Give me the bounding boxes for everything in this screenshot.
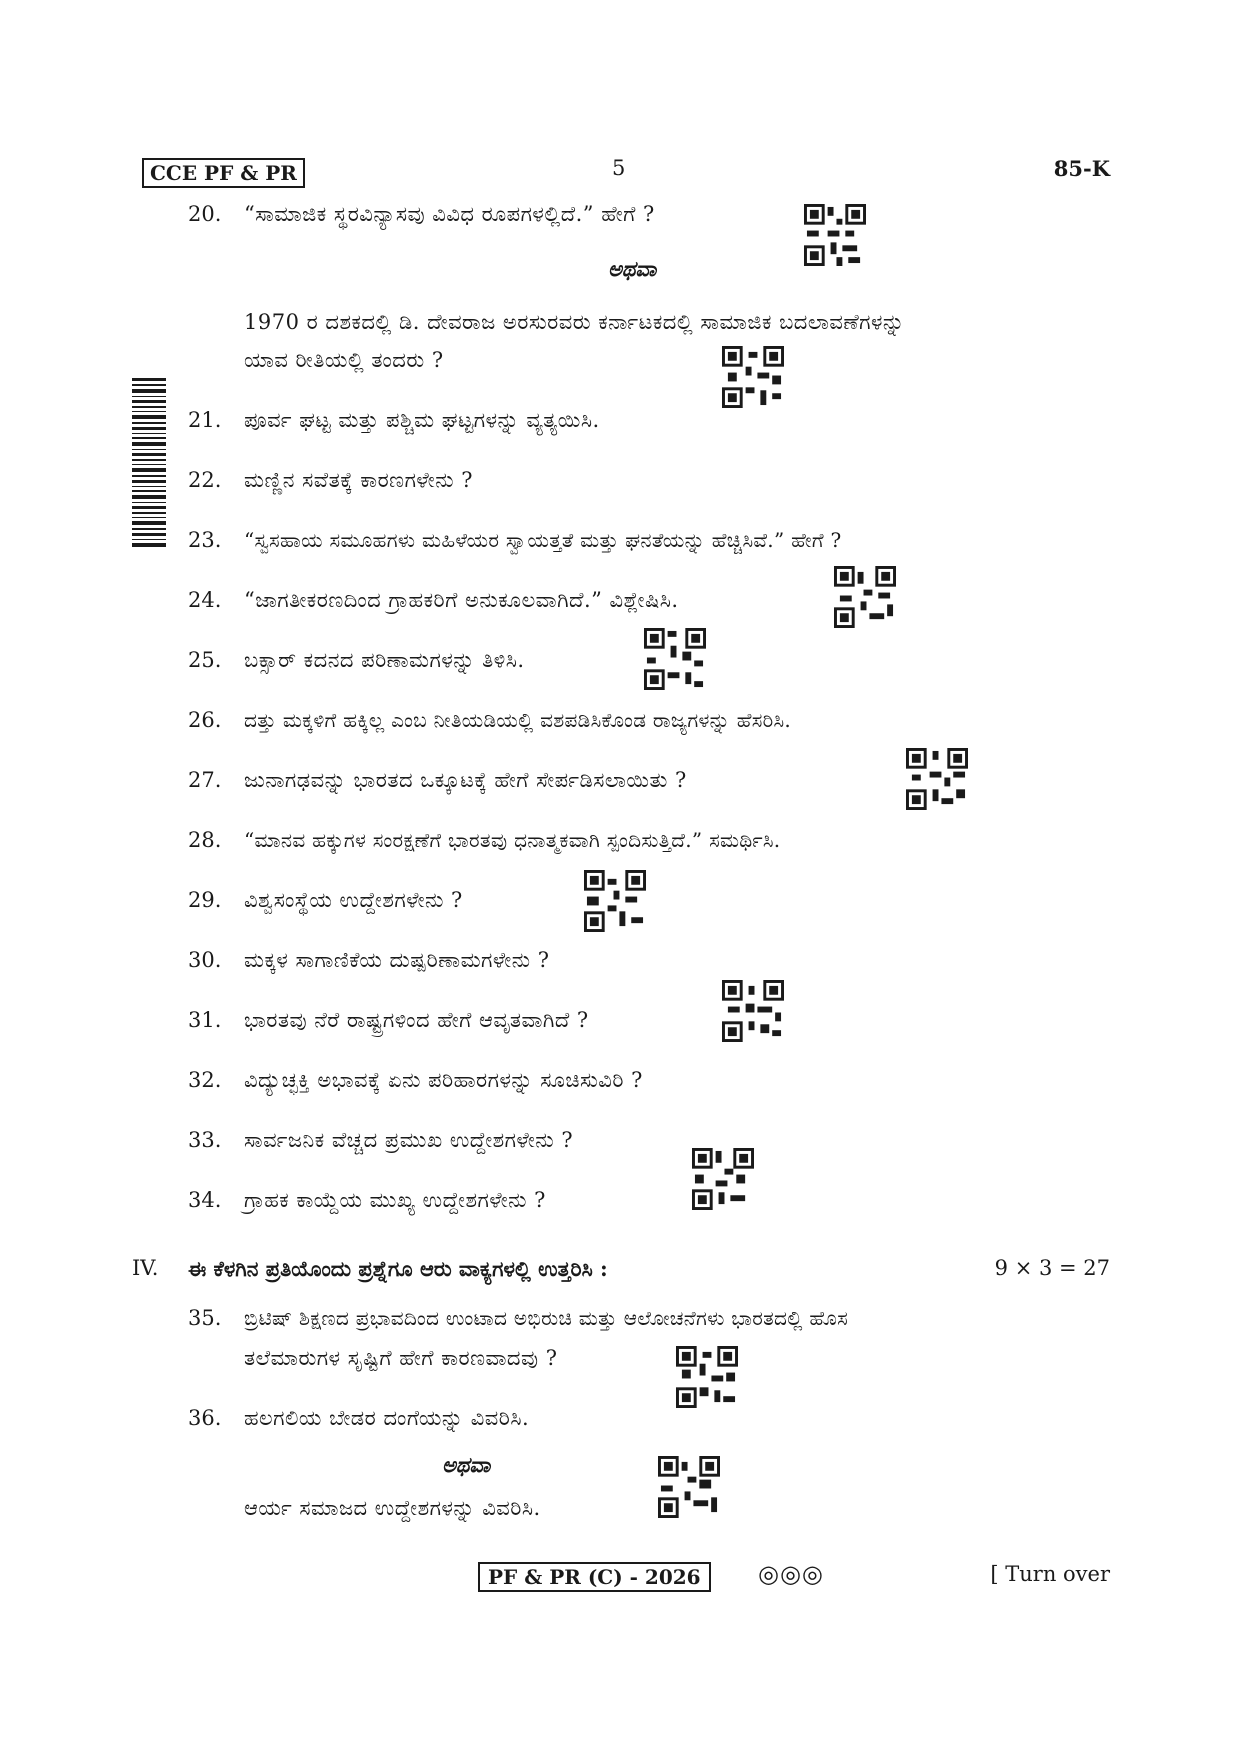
question-text: ಜುನಾಗಢವನ್ನು ಭಾರತದ ಒಕ್ಕೂಟಕ್ಕೆ ಹೇಗೆ ಸೇರ್ಪಡಿಸಲಾಯಿತು ? — [244, 768, 687, 792]
question-number: 35. — [188, 1306, 222, 1330]
question-text: ಬ್ರಿಟಿಷ್ ಶಿಕ್ಷಣದ ಪ್ರಭಾವದಿಂದ ಉಂಟಾದ ಅಭಿರುಚಿ ಮತ್ತು ಆಲೋಚನೆಗಳು ಭಾರತದಲ್ಲಿ ಹೊಸ — [244, 1306, 848, 1330]
question-text: ಆರ್ಯ ಸಮಾಜದ ಉದ್ದೇಶಗಳನ್ನು ವಿವರಿಸಿ. — [244, 1496, 541, 1520]
question-number: 29. — [188, 888, 222, 912]
qr-code-icon — [906, 748, 968, 810]
question-number: 36. — [188, 1406, 222, 1430]
section-instruction: ಈ ಕೆಳಗಿನ ಪ್ರತಿಯೊಂದು ಪ್ರಶ್ನೆಗೂ ಆರು ವಾಕ್ಯಗಳಲ್ಲಿ ಉತ್ತರಿಸಿ : — [188, 1256, 608, 1281]
question-text: ಸಾರ್ವಜನಿಕ ವೆಚ್ಚದ ಪ್ರಮುಖ ಉದ್ದೇಶಗಳೇನು ? — [244, 1128, 574, 1152]
turn-over-label: [ Turn over — [990, 1562, 1110, 1586]
footer-symbols: ◎◎◎ — [758, 1560, 824, 1588]
qr-code-icon — [804, 204, 866, 266]
question-text: ವಿದ್ಯುಚ್ಛಕ್ತಿ ಅಭಾವಕ್ಕೆ ಏನು ಪರಿಹಾರಗಳನ್ನು ಸೂಚಿಸುವಿರಿ ? — [244, 1068, 643, 1092]
qr-code-icon — [834, 566, 896, 628]
question-text: “ಜಾಗತೀಕರಣದಿಂದ ಗ್ರಾಹಕರಿಗೆ ಅನುಕೂಲವಾಗಿದೆ.” ವಿಶ್ಲೇಷಿಸಿ. — [244, 588, 679, 612]
page-number: 5 — [612, 156, 626, 180]
question-text: 1970 ರ ದಶಕದಲ್ಲಿ ಡಿ. ದೇವರಾಜ ಅರಸುರವರು ಕರ್ನಾಟಕದಲ್ಲಿ ಸಾಮಾಜಿಕ ಬದಲಾವಣೆಗಳನ್ನು — [244, 310, 905, 334]
question-number: 21. — [188, 408, 222, 432]
header-code-box: CCE PF & PR — [142, 158, 305, 188]
question-number: 27. — [188, 768, 222, 792]
question-text: ಭಾರತವು ನೆರೆ ರಾಷ್ಟ್ರಗಳಿಂದ ಹೇಗೆ ಆವೃತವಾಗಿದೆ ? — [244, 1008, 589, 1032]
or-label: ಅಥವಾ — [442, 1452, 491, 1477]
question-text: ಗ್ರಾಹಕ ಕಾಯ್ದೆಯ ಮುಖ್ಯ ಉದ್ದೇಶಗಳೇನು ? — [244, 1188, 546, 1212]
section-number: IV. — [132, 1256, 159, 1280]
question-text: ಮಕ್ಕಳ ಸಾಗಾಣಿಕೆಯ ದುಷ್ಪರಿಣಾಮಗಳೇನು ? — [244, 948, 550, 972]
question-number: 33. — [188, 1128, 222, 1152]
or-label: ಅಥವಾ — [608, 256, 657, 281]
question-number: 23. — [188, 528, 222, 552]
qr-code-icon — [692, 1148, 754, 1210]
question-text: ವಿಶ್ವಸಂಸ್ಥೆಯ ಉದ್ದೇಶಗಳೇನು ? — [244, 888, 463, 912]
question-number: 31. — [188, 1008, 222, 1032]
qr-code-icon — [722, 346, 784, 408]
paper-code: 85-K — [1053, 156, 1110, 181]
question-number: 25. — [188, 648, 222, 672]
question-text: “ಸಾಮಾಜಿಕ ಸ್ಥರವಿನ್ಯಾಸವು ವಿವಿಧ ರೂಪಗಳಲ್ಲಿದೆ.” ಹೇಗೆ ? — [244, 202, 655, 226]
qr-code-icon — [644, 628, 706, 690]
question-number: 26. — [188, 708, 222, 732]
question-text: “ಮಾನವ ಹಕ್ಕುಗಳ ಸಂರಕ್ಷಣೆಗೆ ಭಾರತವು ಧನಾತ್ಮಕವಾಗಿ ಸ್ಪಂದಿಸುತ್ತಿದೆ.” ಸಮರ್ಥಿಸಿ. — [244, 828, 781, 852]
question-number: 28. — [188, 828, 222, 852]
question-text: “ಸ್ವಸಹಾಯ ಸಮೂಹಗಳು ಮಹಿಳೆಯರ ಸ್ವಾಯತ್ತತೆ ಮತ್ತು ಘನತೆಯನ್ನು ಹೆಚ್ಚಿಸಿವೆ.” ಹೇಗೆ ? — [244, 528, 842, 552]
question-number: 24. — [188, 588, 222, 612]
qr-code-icon — [676, 1346, 738, 1408]
question-text: ಮಣ್ಣಿನ ಸವೆತಕ್ಕೆ ಕಾರಣಗಳೇನು ? — [244, 468, 474, 492]
question-text: ಹಲಗಲಿಯ ಬೇಡರ ದಂಗೆಯನ್ನು ವಿವರಿಸಿ. — [244, 1406, 530, 1430]
question-text: ದತ್ತು ಮಕ್ಕಳಿಗೆ ಹಕ್ಕಿಲ್ಲ ಎಂಬ ನೀತಿಯಡಿಯಲ್ಲಿ ವಶಪಡಿಸಿಕೊಂಡ ರಾಜ್ಯಗಳನ್ನು ಹೆಸರಿಸಿ. — [244, 708, 792, 732]
question-text: ಬಕ್ಸಾರ್ ಕದನದ ಪರಿಣಾಮಗಳನ್ನು ತಿಳಿಸಿ. — [244, 648, 525, 672]
footer-code-box: PF & PR (C) - 2026 — [478, 1562, 711, 1592]
question-number: 20. — [188, 202, 222, 226]
question-number: 22. — [188, 468, 222, 492]
question-text: ಯಾವ ರೀತಿಯಲ್ಲಿ ತಂದರು ? — [244, 348, 444, 372]
question-number: 34. — [188, 1188, 222, 1212]
question-number: 30. — [188, 948, 222, 972]
question-text: ತಲೆಮಾರುಗಳ ಸೃಷ್ಟಿಗೆ ಹೇಗೆ ಕಾರಣವಾದವು ? — [244, 1346, 558, 1370]
qr-code-icon — [722, 980, 784, 1042]
section-marks: 9 × 3 = 27 — [994, 1256, 1110, 1280]
question-text: ಪೂರ್ವ ಘಟ್ಟ ಮತ್ತು ಪಶ್ಚಿಮ ಘಟ್ಟಗಳನ್ನು ವ್ಯತ್ಯಯಿಸಿ. — [244, 408, 600, 432]
qr-code-icon — [584, 870, 646, 932]
barcode-image — [132, 378, 166, 548]
qr-code-icon — [658, 1456, 720, 1518]
question-number: 32. — [188, 1068, 222, 1092]
